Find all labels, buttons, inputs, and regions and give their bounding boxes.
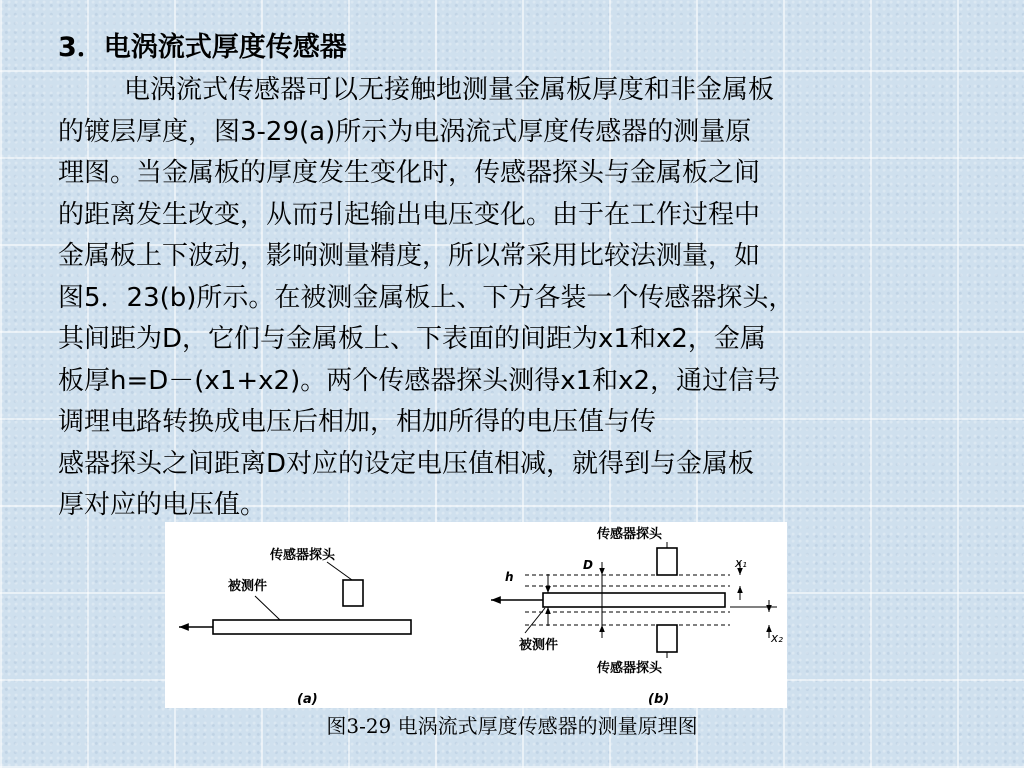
section-title: 3．电涡流式厚度传感器 [58, 32, 347, 63]
measurement-diagram [165, 522, 787, 708]
body-line: 感器探头之间距离D对应的设定电压值相减，就得到与金属板 [58, 448, 755, 479]
probe-a [343, 580, 363, 606]
diagram-a [179, 547, 411, 707]
body-line: 的镀层厚度，图3-29(a)所示为电涡流式厚度传感器的测量原 [58, 116, 752, 147]
body-line: 理图。当金属板的厚度发生变化时，传感器探头与金属板之间 [58, 158, 761, 188]
sublabel-b: (b) [648, 692, 670, 707]
top-probe-b [657, 548, 677, 575]
top-probe-label-b: 传感器探头 [597, 527, 663, 542]
label-D: D [583, 558, 593, 572]
sublabel-a: (a) [297, 692, 318, 707]
probe-label-a: 传感器探头 [270, 548, 336, 563]
body-line: 的距离发生改变，从而引起输出电压变化。由于在工作过程中 [58, 199, 761, 230]
body-line: 电涡流式传感器可以无接触地测量金属板厚度和非金属板 [124, 75, 775, 105]
body-line: 图5．23(b)所示。在被测金属板上、下方各装一个传感器探头， [58, 282, 795, 313]
label-h: h [505, 570, 514, 584]
body-line: 调理电路转换成电压后相加，相加所得的电压值与传 [58, 407, 657, 437]
body-text [58, 70, 993, 527]
body-line: 板厚h=D－(x1+x2)。两个传感器探头测得x1和x2，通过信号 [58, 365, 781, 396]
object-label-b: 被测件 [519, 638, 559, 653]
figure-caption [0, 712, 1024, 740]
plate-a [213, 620, 411, 634]
bottom-probe-label-b: 传感器探头 [597, 661, 663, 676]
plate-b [543, 593, 725, 607]
diagram-svg [165, 522, 787, 708]
diagram-b [491, 526, 783, 707]
probe-leader-a [327, 562, 352, 580]
object-leader-a [255, 596, 280, 620]
object-label-a: 被测件 [228, 579, 268, 594]
body-line: 金属板上下波动，影响测量精度，所以常采用比较法测量，如 [58, 241, 761, 271]
label-x1: x₁ [735, 556, 747, 570]
figure-caption-text: 图3-29 电涡流式厚度传感器的测量原理图 [326, 714, 698, 738]
body-line: 其间距为D，它们与金属板上、下表面的间距为x1和x2，金属 [58, 324, 766, 354]
label-x2: x₂ [771, 631, 783, 645]
body-line: 厚对应的电压值。 [58, 490, 267, 520]
bottom-probe-b [657, 625, 677, 652]
